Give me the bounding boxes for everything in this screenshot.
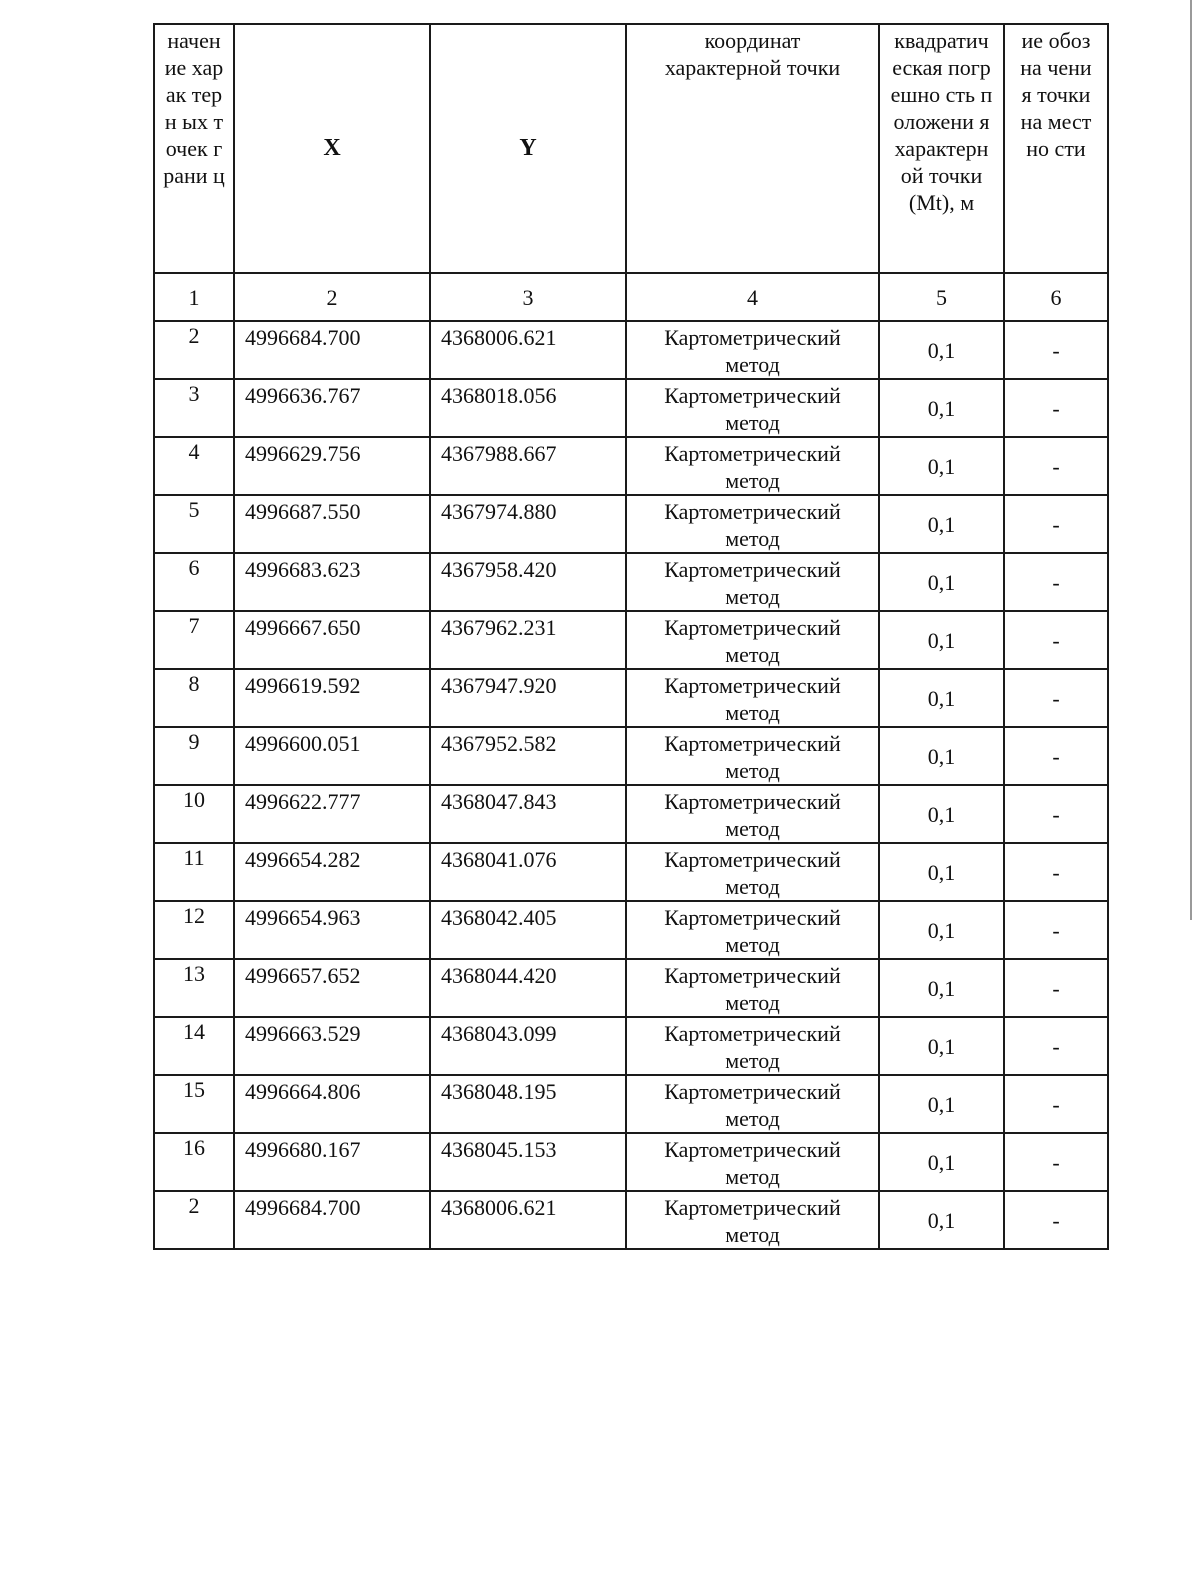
cell-x: 4996684.700 — [234, 321, 430, 379]
cell-y: 4367974.880 — [430, 495, 626, 553]
cell-mark: - — [1004, 379, 1108, 437]
table-row — [154, 437, 1108, 495]
cell-error: 0,1 — [879, 495, 1004, 553]
cell-method: Картометрический метод — [626, 611, 879, 669]
cell-method: Картометрический метод — [626, 727, 879, 785]
cell-mark: - — [1004, 1191, 1108, 1249]
cell-y: 4368045.153 — [430, 1133, 626, 1191]
coordinates-table — [153, 23, 1109, 1250]
cell-point-number: 14 — [154, 1017, 234, 1075]
cell-x: 4996636.767 — [234, 379, 430, 437]
scan-page-edge — [1190, 0, 1192, 920]
table-body — [154, 321, 1108, 1249]
header-error: квадратич еская погрешно сть положени я характерн ой точки (Mt), м — [879, 24, 1004, 273]
cell-mark: - — [1004, 901, 1108, 959]
cell-error: 0,1 — [879, 437, 1004, 495]
cell-mark: - — [1004, 321, 1108, 379]
cell-method: Картометрический метод — [626, 843, 879, 901]
table-row — [154, 611, 1108, 669]
header-point-number: начен ие харак терн ых точек грани ц — [154, 24, 234, 273]
cell-point-number: 9 — [154, 727, 234, 785]
cell-mark: - — [1004, 611, 1108, 669]
cell-x: 4996664.806 — [234, 1075, 430, 1133]
cell-error: 0,1 — [879, 1191, 1004, 1249]
cell-point-number: 11 — [154, 843, 234, 901]
cell-method: Картометрический метод — [626, 1133, 879, 1191]
cell-mark: - — [1004, 785, 1108, 843]
cell-mark: - — [1004, 495, 1108, 553]
cell-point-number: 4 — [154, 437, 234, 495]
header-mark: ие обозна чения точки на местно сти — [1004, 24, 1108, 273]
cell-method: Картометрический метод — [626, 1191, 879, 1249]
table-row — [154, 553, 1108, 611]
cell-method: Картометрический метод — [626, 669, 879, 727]
table-row — [154, 1133, 1108, 1191]
cell-point-number: 5 — [154, 495, 234, 553]
cell-error: 0,1 — [879, 1017, 1004, 1075]
cell-method: Картометрический метод — [626, 959, 879, 1017]
cell-y: 4368006.621 — [430, 321, 626, 379]
cell-x: 4996657.652 — [234, 959, 430, 1017]
cell-x: 4996622.777 — [234, 785, 430, 843]
cell-method: Картометрический метод — [626, 437, 879, 495]
table-row — [154, 843, 1108, 901]
cell-point-number: 3 — [154, 379, 234, 437]
cell-error: 0,1 — [879, 1075, 1004, 1133]
cell-method: Картометрический метод — [626, 379, 879, 437]
cell-error: 0,1 — [879, 669, 1004, 727]
cell-error: 0,1 — [879, 553, 1004, 611]
cell-y: 4367988.667 — [430, 437, 626, 495]
cell-point-number: 10 — [154, 785, 234, 843]
cell-y: 4368041.076 — [430, 843, 626, 901]
cell-y: 4368006.621 — [430, 1191, 626, 1249]
cell-y: 4368044.420 — [430, 959, 626, 1017]
column-number: 3 — [430, 273, 626, 321]
cell-x: 4996629.756 — [234, 437, 430, 495]
cell-point-number: 15 — [154, 1075, 234, 1133]
table-row — [154, 495, 1108, 553]
cell-mark: - — [1004, 553, 1108, 611]
cell-mark: - — [1004, 727, 1108, 785]
table-row — [154, 959, 1108, 1017]
cell-error: 0,1 — [879, 959, 1004, 1017]
cell-mark: - — [1004, 669, 1108, 727]
cell-y: 4368043.099 — [430, 1017, 626, 1075]
cell-y: 4368018.056 — [430, 379, 626, 437]
cell-error: 0,1 — [879, 611, 1004, 669]
cell-method: Картометрический метод — [626, 1075, 879, 1133]
cell-error: 0,1 — [879, 1133, 1004, 1191]
table-row — [154, 669, 1108, 727]
cell-mark: - — [1004, 1075, 1108, 1133]
column-number-row — [154, 273, 1108, 321]
column-number: 1 — [154, 273, 234, 321]
cell-error: 0,1 — [879, 379, 1004, 437]
cell-mark: - — [1004, 843, 1108, 901]
cell-x: 4996683.623 — [234, 553, 430, 611]
header-method: координат характерной точки — [626, 24, 879, 273]
cell-y: 4368048.195 — [430, 1075, 626, 1133]
table-row — [154, 785, 1108, 843]
cell-mark: - — [1004, 437, 1108, 495]
cell-y: 4367952.582 — [430, 727, 626, 785]
cell-point-number: 16 — [154, 1133, 234, 1191]
table-row — [154, 1075, 1108, 1133]
cell-x: 4996687.550 — [234, 495, 430, 553]
cell-error: 0,1 — [879, 901, 1004, 959]
table-header-row — [154, 24, 1108, 273]
cell-method: Картометрический метод — [626, 495, 879, 553]
table-row — [154, 1017, 1108, 1075]
cell-mark: - — [1004, 1133, 1108, 1191]
table-row — [154, 321, 1108, 379]
column-number: 5 — [879, 273, 1004, 321]
cell-error: 0,1 — [879, 843, 1004, 901]
cell-point-number: 2 — [154, 1191, 234, 1249]
cell-method: Картометрический метод — [626, 901, 879, 959]
cell-x: 4996654.963 — [234, 901, 430, 959]
cell-point-number: 13 — [154, 959, 234, 1017]
table-row — [154, 901, 1108, 959]
cell-y: 4367947.920 — [430, 669, 626, 727]
cell-method: Картометрический метод — [626, 321, 879, 379]
cell-y: 4368042.405 — [430, 901, 626, 959]
cell-x: 4996663.529 — [234, 1017, 430, 1075]
cell-x: 4996667.650 — [234, 611, 430, 669]
column-number: 6 — [1004, 273, 1108, 321]
cell-mark: - — [1004, 959, 1108, 1017]
cell-error: 0,1 — [879, 785, 1004, 843]
cell-point-number: 8 — [154, 669, 234, 727]
cell-method: Картометрический метод — [626, 553, 879, 611]
cell-point-number: 12 — [154, 901, 234, 959]
cell-method: Картометрический метод — [626, 785, 879, 843]
cell-mark: - — [1004, 1017, 1108, 1075]
cell-x: 4996619.592 — [234, 669, 430, 727]
cell-error: 0,1 — [879, 727, 1004, 785]
column-number: 4 — [626, 273, 879, 321]
cell-y: 4367958.420 — [430, 553, 626, 611]
table-row — [154, 1191, 1108, 1249]
cell-y: 4367962.231 — [430, 611, 626, 669]
cell-y: 4368047.843 — [430, 785, 626, 843]
cell-error: 0,1 — [879, 321, 1004, 379]
cell-x: 4996684.700 — [234, 1191, 430, 1249]
cell-x: 4996680.167 — [234, 1133, 430, 1191]
cell-x: 4996600.051 — [234, 727, 430, 785]
header-x: X — [234, 24, 430, 273]
column-number: 2 — [234, 273, 430, 321]
cell-method: Картометрический метод — [626, 1017, 879, 1075]
table-row — [154, 379, 1108, 437]
cell-x: 4996654.282 — [234, 843, 430, 901]
table-row — [154, 727, 1108, 785]
cell-point-number: 7 — [154, 611, 234, 669]
header-y: Y — [430, 24, 626, 273]
cell-point-number: 6 — [154, 553, 234, 611]
cell-point-number: 2 — [154, 321, 234, 379]
